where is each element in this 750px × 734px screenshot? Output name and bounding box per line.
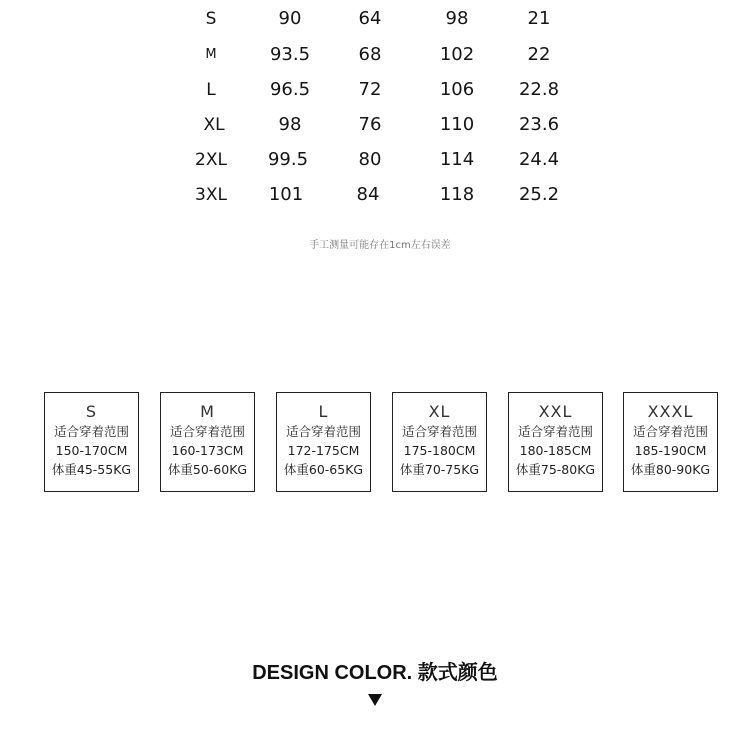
table-cell: 93.5 xyxy=(269,44,311,65)
table-cell: 98 xyxy=(278,114,302,135)
fit-box-l xyxy=(276,392,371,492)
fit-height-range: 175-180CM xyxy=(403,443,476,458)
table-cell: 90 xyxy=(278,8,302,29)
table-row xyxy=(0,110,750,140)
table-cell: 106 xyxy=(439,79,475,100)
table-cell: 80 xyxy=(358,149,382,170)
size-label: XL xyxy=(203,115,225,135)
table-cell: 99.5 xyxy=(267,149,309,170)
fit-size-label: S xyxy=(85,402,98,421)
fit-size-label: XXXL xyxy=(647,402,694,421)
fit-weight-range: 体重45-55KG xyxy=(51,462,132,477)
fit-box-m xyxy=(160,392,255,492)
table-cell: 110 xyxy=(439,114,475,135)
table-cell: 114 xyxy=(439,149,475,170)
table-cell: 96.5 xyxy=(269,79,311,100)
table-cell: 24.4 xyxy=(518,149,560,170)
fit-box-xl xyxy=(392,392,487,492)
size-label: 2XL xyxy=(195,150,227,170)
table-cell: 23.6 xyxy=(518,114,560,135)
fit-size-label: XL xyxy=(428,402,451,421)
table-cell: 64 xyxy=(358,8,382,29)
table-cell: 25.2 xyxy=(518,184,560,205)
fit-range-label: 适合穿着范围 xyxy=(632,424,708,439)
fit-weight-range: 体重50-60KG xyxy=(167,462,248,477)
fit-range-label: 适合穿着范围 xyxy=(401,424,477,439)
table-cell: 22 xyxy=(527,44,551,65)
table-cell: 101 xyxy=(268,184,304,205)
fit-weight-range: 体重75-80KG xyxy=(515,462,596,477)
fit-range-label: 适合穿着范围 xyxy=(53,424,129,439)
size-label: 3XL xyxy=(195,185,227,205)
fit-height-range: 172-175CM xyxy=(287,443,360,458)
table-cell: 76 xyxy=(358,114,382,135)
table-cell: 22.8 xyxy=(518,79,560,100)
measurement-note: 手工测量可能存在1cm左右误差 xyxy=(309,240,451,251)
fit-range-boxes xyxy=(0,392,750,494)
table-row xyxy=(0,180,750,210)
table-cell: 102 xyxy=(439,44,475,65)
fit-box-s xyxy=(44,392,139,492)
fit-height-range: 180-185CM xyxy=(519,443,592,458)
table-cell: 68 xyxy=(358,44,382,65)
fit-weight-range: 体重60-65KG xyxy=(283,462,364,477)
size-label: S xyxy=(205,9,217,29)
size-label: L xyxy=(206,80,216,100)
table-cell: 21 xyxy=(527,8,551,29)
down-triangle-icon xyxy=(367,693,383,707)
table-row xyxy=(0,4,750,34)
fit-range-label: 适合穿着范围 xyxy=(169,424,245,439)
fit-box-xxl xyxy=(508,392,603,492)
fit-weight-range: 体重70-75KG xyxy=(399,462,480,477)
design-color-title: DESIGN COLOR. 款式颜色 xyxy=(252,662,498,684)
table-cell: 98 xyxy=(445,8,469,29)
fit-box-xxxl xyxy=(623,392,718,492)
table-row xyxy=(0,40,750,70)
fit-height-range: 150-170CM xyxy=(55,443,128,458)
table-cell: 118 xyxy=(439,184,475,205)
table-cell: 84 xyxy=(356,184,380,205)
table-row xyxy=(0,145,750,175)
fit-size-label: XXL xyxy=(538,402,573,421)
fit-height-range: 185-190CM xyxy=(634,443,707,458)
fit-height-range: 160-173CM xyxy=(171,443,244,458)
size-label: M xyxy=(205,47,217,62)
table-cell: 72 xyxy=(358,79,382,100)
fit-size-label: M xyxy=(200,402,215,421)
fit-range-label: 适合穿着范围 xyxy=(517,424,593,439)
fit-size-label: L xyxy=(318,402,329,421)
fit-range-label: 适合穿着范围 xyxy=(285,424,361,439)
fit-weight-range: 体重80-90KG xyxy=(630,462,711,477)
table-row xyxy=(0,75,750,105)
